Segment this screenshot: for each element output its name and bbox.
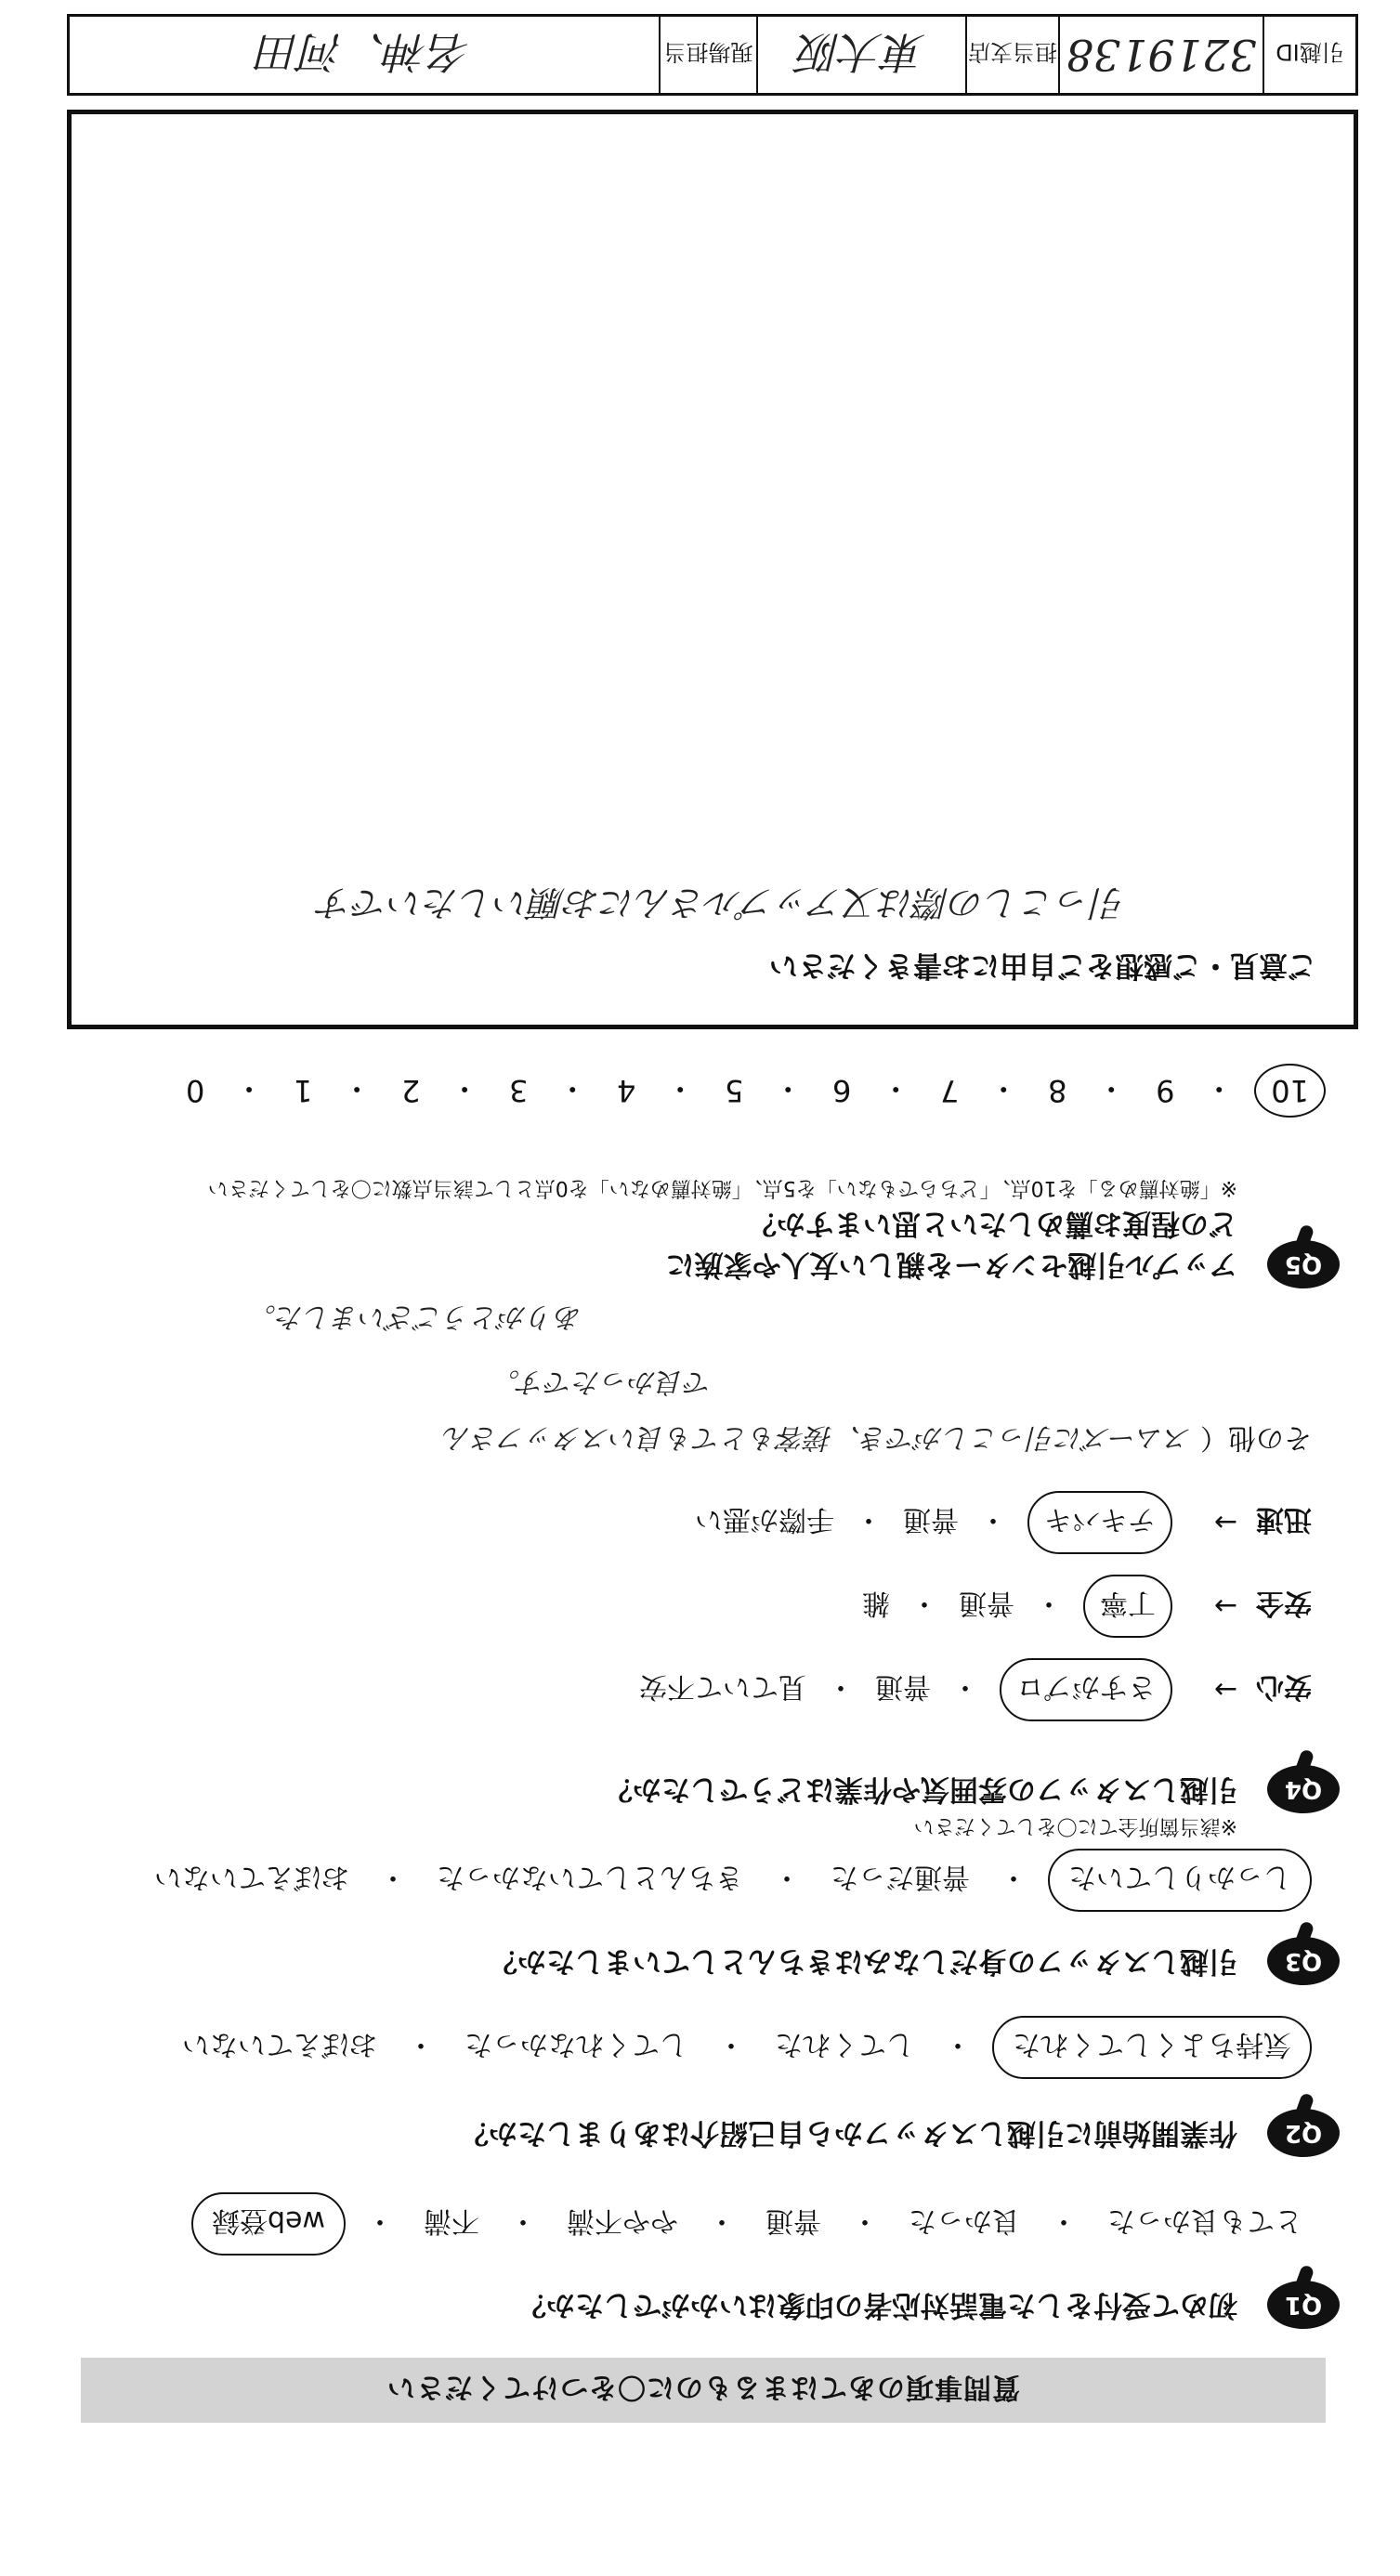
option-separator: ・ bbox=[910, 1587, 938, 1619]
option-separator: ・ bbox=[979, 1503, 1007, 1536]
q5-scale bbox=[72, 1064, 1326, 1118]
q5-scale-option[interactable]: 3 bbox=[509, 1073, 529, 1108]
question-3 bbox=[76, 1941, 1323, 1981]
q3-option[interactable]: おぼえていない bbox=[154, 1861, 349, 1893]
option-separator: ・ bbox=[717, 2028, 745, 2060]
q4-other bbox=[443, 1420, 1312, 1461]
scale-separator: ・ bbox=[881, 1071, 911, 1106]
q2-options bbox=[173, 2016, 1312, 2079]
staff-info-table bbox=[67, 14, 1358, 96]
arrow-right-icon: → bbox=[1213, 1673, 1237, 1706]
q4-other-line3: ありがとうございました。 bbox=[248, 1301, 582, 1333]
scale-separator: ・ bbox=[665, 1071, 696, 1106]
scale-separator: ・ bbox=[234, 1071, 265, 1106]
option-separator: ・ bbox=[855, 1503, 883, 1536]
q4-option[interactable]: 雑 bbox=[862, 1587, 890, 1619]
id-label: 引越ID bbox=[1263, 17, 1355, 93]
option-separator: ・ bbox=[366, 2204, 394, 2237]
q5-scale-option[interactable]: 6 bbox=[832, 1073, 852, 1108]
q2-option[interactable]: してくれなかった bbox=[464, 2028, 687, 2060]
instruction-band: 質問事項のあてはまるものに〇をつけてください bbox=[81, 2358, 1326, 2423]
q5-text-line2: どの程度お薦めしたいと思いますか？ bbox=[748, 1207, 1237, 1240]
q1-text: 初めて受付をした電話対応者の印象はいかがでしたか？ bbox=[517, 2288, 1237, 2321]
option-separator: ・ bbox=[708, 2204, 736, 2237]
q4-option[interactable]: さすがプロ bbox=[1000, 1658, 1172, 1721]
option-separator: ・ bbox=[951, 1670, 979, 1703]
q5-note: ※「絶対薦める」を10点、「どちらでもない」を5点、「絶対薦めない」を0点として該当点数に〇をしてください bbox=[207, 1176, 1237, 1199]
q5-scale-option[interactable]: 0 bbox=[185, 1073, 205, 1108]
scale-separator: ・ bbox=[773, 1071, 804, 1106]
id-value: 3219138 bbox=[1058, 17, 1263, 93]
q5-badge: Q5 bbox=[1267, 1240, 1340, 1288]
option-separator: ・ bbox=[827, 1670, 855, 1703]
q5-scale-option[interactable]: 2 bbox=[400, 1073, 421, 1108]
q4-text: 引越しスタッフの雰囲気や作業はどうでしたか？ bbox=[604, 1772, 1237, 1806]
comments-box bbox=[67, 110, 1358, 1029]
scale-separator: ・ bbox=[557, 1071, 588, 1106]
option-separator: ・ bbox=[944, 2028, 972, 2060]
q4-other-line1: スムーズに引っこしができ、接客もとても良いスタッフさん bbox=[442, 1421, 1192, 1454]
q5-scale-option[interactable]: 8 bbox=[1048, 1073, 1067, 1108]
q1-option[interactable]: やや不満 bbox=[567, 2204, 678, 2237]
q5-scale-option[interactable]: 4 bbox=[617, 1073, 636, 1108]
q4-option[interactable]: 見ていて不安 bbox=[639, 1670, 806, 1703]
q4-row-label: 迅速 bbox=[1256, 1503, 1312, 1536]
q2-option[interactable]: してくれた bbox=[775, 2028, 914, 2060]
scale-separator: ・ bbox=[988, 1071, 1019, 1106]
q3-option[interactable]: しっかりしていた bbox=[1048, 1849, 1312, 1912]
q5-text-line1: アップル引越センターを親しい友人や家族に bbox=[665, 1248, 1237, 1281]
question-5 bbox=[76, 1171, 1323, 1285]
option-separator: ・ bbox=[379, 1861, 407, 1893]
q2-text: 作業開始前に引越しスタッフから自己紹介はありましたか？ bbox=[460, 2116, 1237, 2150]
q5-scale-option[interactable]: 1 bbox=[293, 1073, 313, 1108]
q3-options bbox=[145, 1849, 1312, 1912]
scale-separator: ・ bbox=[1204, 1071, 1235, 1106]
option-separator: ・ bbox=[407, 2028, 435, 2060]
q4-option[interactable]: 普通 bbox=[903, 1503, 959, 1536]
q4-other-label: その他（ bbox=[1200, 1421, 1312, 1454]
branch-label: 担当支店 bbox=[965, 17, 1058, 93]
comments-heading: ご意見・ご感想をご自由にお書きください bbox=[769, 948, 1316, 982]
branch-value: 東大阪 bbox=[756, 17, 965, 93]
q4-badge: Q4 bbox=[1267, 1765, 1340, 1813]
option-separator: ・ bbox=[1050, 2204, 1078, 2237]
option-separator: ・ bbox=[773, 1861, 801, 1893]
q5-scale-option[interactable]: 7 bbox=[940, 1073, 960, 1108]
q3-option[interactable]: きちんとしていなかった bbox=[437, 1861, 743, 1893]
q1-options bbox=[191, 2192, 1312, 2256]
q3-badge: Q3 bbox=[1267, 1937, 1340, 1985]
q4-row-anshin bbox=[639, 1658, 1312, 1721]
scale-separator: ・ bbox=[342, 1071, 373, 1106]
option-separator: ・ bbox=[851, 2204, 879, 2237]
q1-option[interactable]: 不満 bbox=[424, 2204, 479, 2237]
question-4 bbox=[76, 1769, 1323, 1837]
q2-option[interactable]: 気持ちよくしてくれた bbox=[992, 2016, 1312, 2079]
q4-row-label: 安全 bbox=[1256, 1587, 1312, 1619]
option-separator: ・ bbox=[1000, 1861, 1027, 1893]
option-separator: ・ bbox=[1035, 1587, 1063, 1619]
q5-scale-option[interactable]: 5 bbox=[725, 1073, 744, 1108]
q3-text: 引越しスタッフの身だしなみはきちんとしていましたか？ bbox=[489, 1944, 1237, 1978]
scale-separator: ・ bbox=[450, 1071, 480, 1106]
q4-row-jinsoku bbox=[695, 1491, 1312, 1554]
staff-label: 現場担当 bbox=[659, 17, 756, 93]
scale-separator: ・ bbox=[1096, 1071, 1127, 1106]
q4-option[interactable]: 普通 bbox=[959, 1587, 1014, 1619]
q3-option[interactable]: 普通だった bbox=[831, 1861, 970, 1893]
q4-option[interactable]: テキパキ bbox=[1027, 1491, 1172, 1554]
q1-badge: Q1 bbox=[1267, 2281, 1340, 2329]
comments-text: 引っこしの際は又アップルさんにお願いしたいです bbox=[318, 883, 1126, 923]
arrow-right-icon: → bbox=[1213, 1506, 1237, 1539]
q4-row-label: 安心 bbox=[1256, 1670, 1312, 1703]
q4-row-anzen bbox=[862, 1575, 1312, 1638]
question-1 bbox=[76, 2284, 1323, 2325]
q1-option[interactable]: とても良かった bbox=[1107, 2204, 1302, 2237]
q4-option[interactable]: 普通 bbox=[875, 1670, 931, 1703]
q2-badge: Q2 bbox=[1267, 2109, 1340, 2157]
q4-option[interactable]: 手際が悪い bbox=[695, 1503, 834, 1536]
q1-option[interactable]: web登録 bbox=[191, 2192, 346, 2256]
q1-option[interactable]: 良かった bbox=[909, 2204, 1020, 2237]
q4-note: ※該当箇所全てに〇をしてください bbox=[913, 1814, 1237, 1837]
question-2 bbox=[76, 2112, 1323, 2153]
staff-value: 名神、河田 bbox=[257, 27, 471, 77]
arrow-right-icon: → bbox=[1213, 1589, 1237, 1623]
option-separator: ・ bbox=[509, 2204, 537, 2237]
q2-option[interactable]: おぼえていない bbox=[182, 2028, 377, 2060]
q5-scale-option[interactable]: 10 bbox=[1254, 1064, 1326, 1118]
q1-option[interactable]: 普通 bbox=[765, 2204, 821, 2237]
q5-scale-option[interactable]: 9 bbox=[1156, 1073, 1175, 1108]
q4-other-line2: で良かったです。 bbox=[491, 1366, 713, 1398]
q4-option[interactable]: 丁寧 bbox=[1083, 1575, 1172, 1638]
